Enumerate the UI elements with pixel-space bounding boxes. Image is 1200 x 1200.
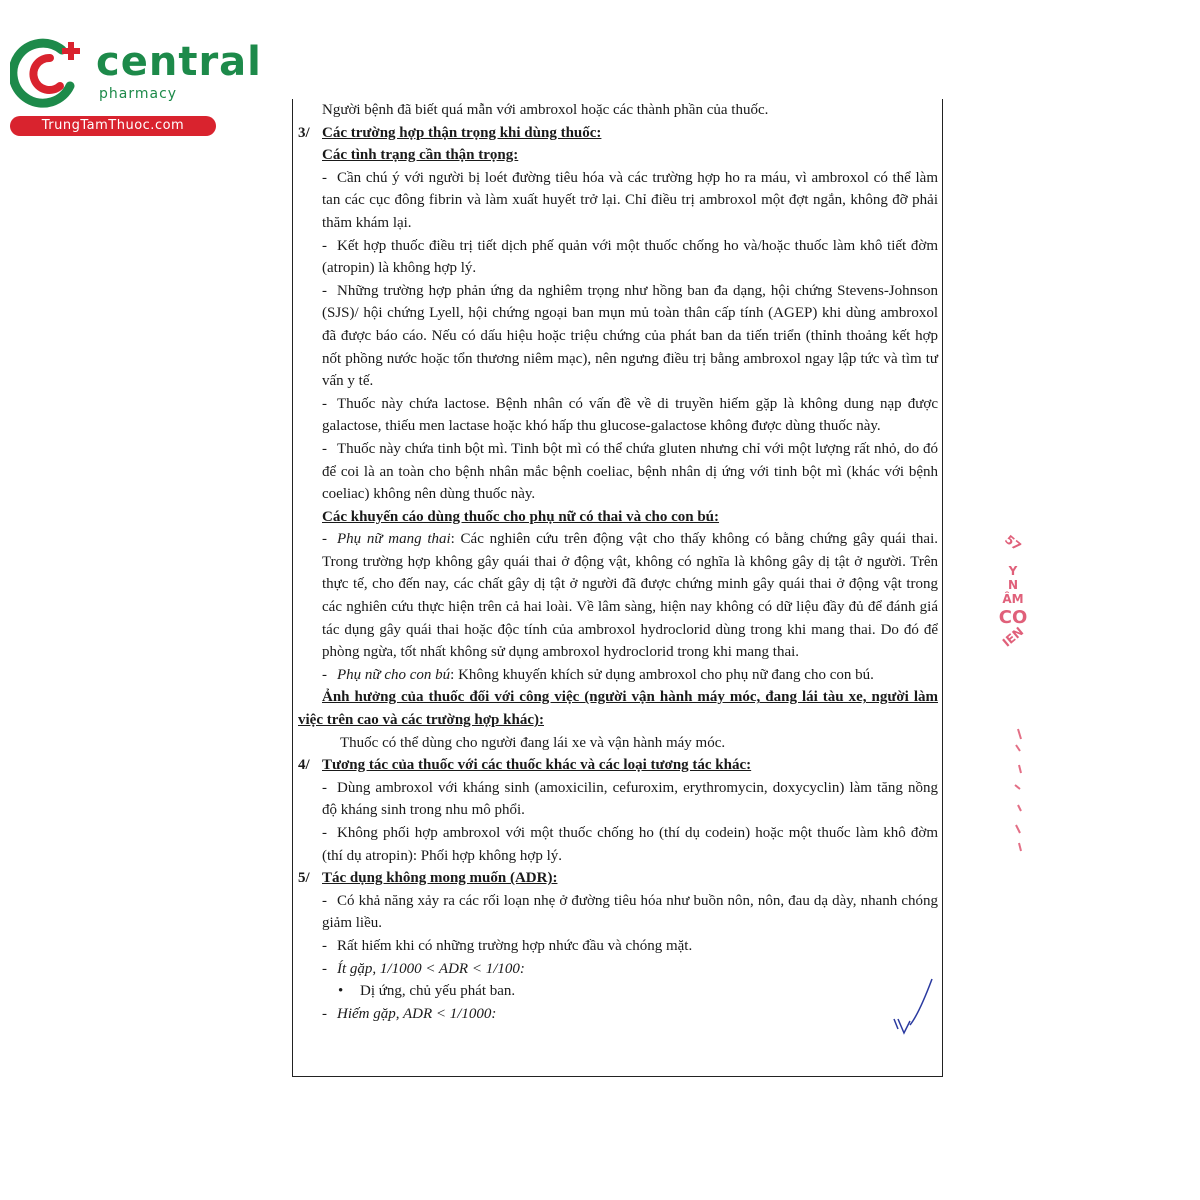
paragraph: - Kết hợp thuốc điều trị tiết dịch phế quản với một thuốc chống ho và/hoặc thuốc làm khô tiết đờm (atropin) là không hợp lý. bbox=[322, 237, 938, 277]
paragraph: - Thuốc này chứa lactose. Bệnh nhân có vấn đề về di truyền hiếm gặp là không dung nạp được galactose, thiếu men lactase hoặc khó hấp thu glucose-galactose không được dùng thuốc này. bbox=[322, 395, 938, 435]
paragraph: - Dùng ambroxol với kháng sinh (amoxicilin, cefuroxim, erythromycin, doxycyclin) làm tăng nồng độ kháng sinh trong nhu mô phổi. bbox=[322, 779, 938, 819]
paragraph: - Ít gặp, 1/1000 < ADR < 1/100: bbox=[322, 960, 525, 977]
brand-tagline: pharmacy bbox=[99, 86, 178, 102]
paragraph: - Không phối hợp ambroxol với một thuốc chống ho (thí dụ codein) hoặc một thuốc làm khô đờm (thí dụ atropin): Phối hợp không hợp lý. bbox=[322, 825, 938, 864]
paragraph: - Thuốc này chứa tinh bột mì. Tinh bột mì có thể chứa gluten nhưng chỉ với một lượng rất nhỏ, do đó để coi là an toàn cho bệnh nhân mắc bệnh coeliac, bệnh nhân dị ứng với tinh bột mì (khác với bệnh coeliac) không nên dùng thuốc này. bbox=[322, 440, 938, 503]
section-number: 4/ bbox=[298, 757, 310, 774]
stamp-ink-marks-icon bbox=[1010, 725, 1030, 855]
section-title: Tương tác của thuốc với các thuốc khác và các loại tương tác khác: bbox=[322, 757, 752, 774]
subheading-pregnancy: Các khuyến cáo dùng thuốc cho phụ nữ có thai và cho con bú: bbox=[322, 508, 720, 525]
brand-name: central bbox=[96, 39, 262, 85]
contraindication-text: Người bệnh đã biết quá mẫn với ambroxol hoặc các thành phần của thuốc. bbox=[322, 102, 769, 118]
paragraph-pregnancy: - Phụ nữ mang thai: Các nghiên cứu trên động vật cho thấy không có bằng chứng gây quái thai. Trong trường hợp không gây quái thai ở động vật, không có nghĩa là không gây dị tật ở người. Trên thực tế, cho đến nay, các chất gây dị tật ở người đã được chứng minh gây quái thai ở động vật trong các nghiên cứu thực hiện trên cả hai loài. Về lâm sàng, hiện nay không có dữ liệu đầy đủ để đánh giá tác dụng gây quái thai hoặc độc tính của ambroxol hydroclorid dùng trong khi mang thai. Do đó để phòng ngừa, tốt nhất không sử dụng ambroxol hydroclorid trong khi mang thai. bbox=[322, 531, 938, 661]
list-item: • Dị ứng, chủ yếu phát ban. bbox=[298, 980, 938, 1003]
subheading-cautions: Các tình trạng cần thận trọng: bbox=[322, 147, 519, 164]
signature-icon bbox=[890, 975, 936, 1037]
section-title: Tác dụng không mong muốn (ADR): bbox=[322, 870, 558, 887]
paragraph-lactation: - Phụ nữ cho con bú: Không khuyến khích sử dụng ambroxol cho phụ nữ đang cho con bú. bbox=[322, 666, 874, 683]
subheading-driving: Ảnh hưởng của thuốc đối với công việc (người vận hành máy móc, đang lái tàu xe, người làm việc trên cao và các trường hợp khác): bbox=[298, 689, 938, 729]
paragraph: - Những trường hợp phản ứng da nghiêm trọng như hồng ban đa dạng, hội chứng Stevens-Johnson (SJS)/ hội chứng Lyell, hội chứng ngoại ban mụn mủ toàn thân cấp tính (AGEP) khi dùng ambroxol đã được báo cáo. Nếu có dấu hiệu hoặc triệu chứng của phát ban da tiến triển (thỉnh thoảng kết hợp nốt phồng nước hoặc tổn thương niêm mạc), nên ngưng điều trị bằng ambroxol ngay lập tức và tìm tư vấn y tế. bbox=[322, 282, 938, 390]
paragraph: - Rất hiếm khi có những trường hợp nhức đầu và chóng mặt. bbox=[322, 937, 693, 954]
document-page bbox=[298, 99, 938, 1025]
central-pharmacy-logo-icon bbox=[10, 36, 90, 112]
section-title: Các trường hợp thận trọng khi dùng thuốc: bbox=[322, 124, 602, 141]
section-number: 3/ bbox=[298, 124, 310, 141]
brand-logo[interactable] bbox=[10, 36, 262, 136]
paragraph-driving: Thuốc có thể dùng cho người đang lái xe và vận hành máy móc. bbox=[340, 734, 726, 751]
section-number: 5/ bbox=[298, 870, 310, 887]
section-3-heading bbox=[298, 122, 938, 145]
section-4-heading bbox=[298, 754, 938, 777]
official-stamp-fragment: 57 Y N ÂM CO IEN bbox=[998, 532, 1028, 650]
section-5-heading bbox=[298, 867, 938, 890]
paragraph: - Có khả năng xảy ra các rối loạn nhẹ ở đường tiêu hóa như buồn nôn, nôn, đau dạ dày, nhanh chóng giảm liều. bbox=[322, 892, 938, 932]
paragraph: - Cần chú ý với người bị loét đường tiêu hóa và các trường hợp ho ra máu, vì ambroxol có thể làm tan các cục đông fibrin và làm xuất huyết trở lại. Chỉ điều trị ambroxol một đợt ngắn, không đỡ phải thăm khám lại. bbox=[322, 169, 938, 231]
bullet-icon: • bbox=[338, 983, 344, 1000]
paragraph: - Hiếm gặp, ADR < 1/1000: bbox=[322, 1005, 497, 1022]
site-url[interactable]: TrungTamThuoc.com bbox=[10, 116, 216, 136]
